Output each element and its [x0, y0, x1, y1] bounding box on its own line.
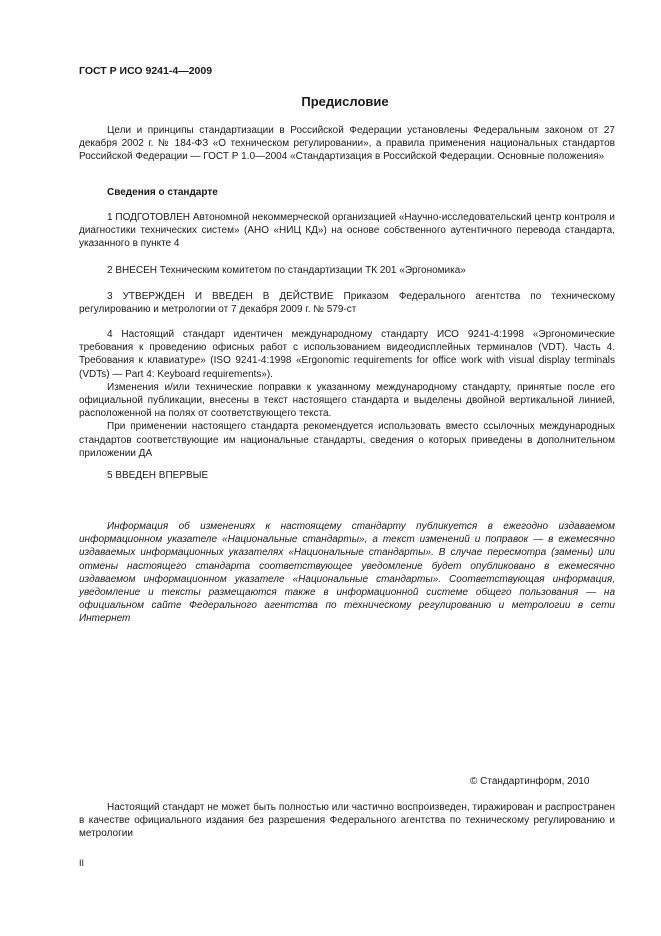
item-2: [79, 264, 615, 277]
item-3-text: 3 УТВЕРЖДЕН И ВВЕДЕН В ДЕЙСТВИЕ Приказом Федерального агентства по техническому регулированию и метрологии от 7 декабря 2009 г. № 579-ст: [79, 291, 615, 316]
page-number: II: [79, 858, 85, 868]
section-subheading: Сведения о стандарте: [107, 187, 218, 198]
item-2-text: 2 ВНЕСЕН Техническим комитетом по стандартизации ТК 201 «Эргономика»: [107, 265, 466, 276]
item-5-text: 5 ВВЕДЕН ВПЕРВЫЕ: [107, 470, 209, 481]
item-3: [79, 290, 615, 316]
item-1: [79, 211, 615, 251]
item-4-text: 4 Настоящий стандарт идентичен международному стандарту ИСО 9241-4:1998 «Эргономические требования к проведению офисных работ с использованием видеодисплейных терминалов (VDT). Часть 4. Требования к клавиатуре» (ISO 9241-4:1998 «Ergonomic requirements for office work with visual display terminals (VDTs) — Part 4: Keyboard requirements»).: [79, 329, 615, 380]
intro-paragraph: [79, 124, 615, 164]
info-notice-text: Информация об изменениях к настоящему стандарту публикуется в ежегодно издаваемом информационном указателе «Национальные стандарты», а текст изменений и поправок — в ежемесячно издаваемых информационных указателях «Национальные стандарты». В случае пересмотра (замены) или отмены настоящего стандарта соответствующее уведомление будет опубликовано в ежемесячно издаваемом информационном указателе «Национальные стандарты». Соответствующая информация, уведомление и тексты размещаются также в информационной системе общего пользования — на официальном сайте Федерального агентства по техническому регулированию и метрологии в сети Интернет: [79, 521, 615, 625]
item-1-text: 1 ПОДГОТОВЛЕН Автономной некоммерческой организацией «Научно-исследовательский центр контроля и диагностики технических систем» (АНО «НИЦ КД») на основе собственного аутентичного перевода стандарта, указанного в пункте 4: [79, 212, 615, 250]
item-4-references: При применении настоящего стандарта рекомендуется использовать вместо ссылочных международных стандартов соответствующие им национальные стандарты, сведения о которых приведены в дополнительном приложении ДА: [79, 421, 615, 459]
page-title: Предисловие: [301, 94, 389, 109]
item-4-amendments: Изменения и/или технические поправки к указанному международному стандарту, принятые после его официальной публикации, внесены в текст настоящего стандарта и выделены двойной вертикальной линией, расположенной на полях от соответствующего текста.: [79, 381, 615, 420]
item-4: [79, 328, 615, 460]
document-code-header: ГОСТ Р ИСО 9241-4—2009: [79, 65, 213, 77]
reproduction-notice-text: Настоящий стандарт не может быть полностью или частично воспроизведен, тиражирован и распространен в качестве официального издания без разрешения Федерального агентства по техническому регулированию и метрологии: [79, 802, 615, 840]
info-notice: [79, 520, 615, 626]
copyright: © Стандартинформ, 2010: [470, 776, 590, 787]
reproduction-notice: [79, 801, 615, 841]
intro-text: Цели и принципы стандартизации в Российской Федерации установлены Федеральным законом от 27 декабря 2002 г. № 184-ФЗ «О техническом регулировании», а правила применения национальных стандартов Российской Федерации — ГОСТ Р 1.0—2004 «Стандартизация в Российской Федерации. Основные положения»: [79, 125, 615, 163]
item-5: [79, 469, 615, 482]
